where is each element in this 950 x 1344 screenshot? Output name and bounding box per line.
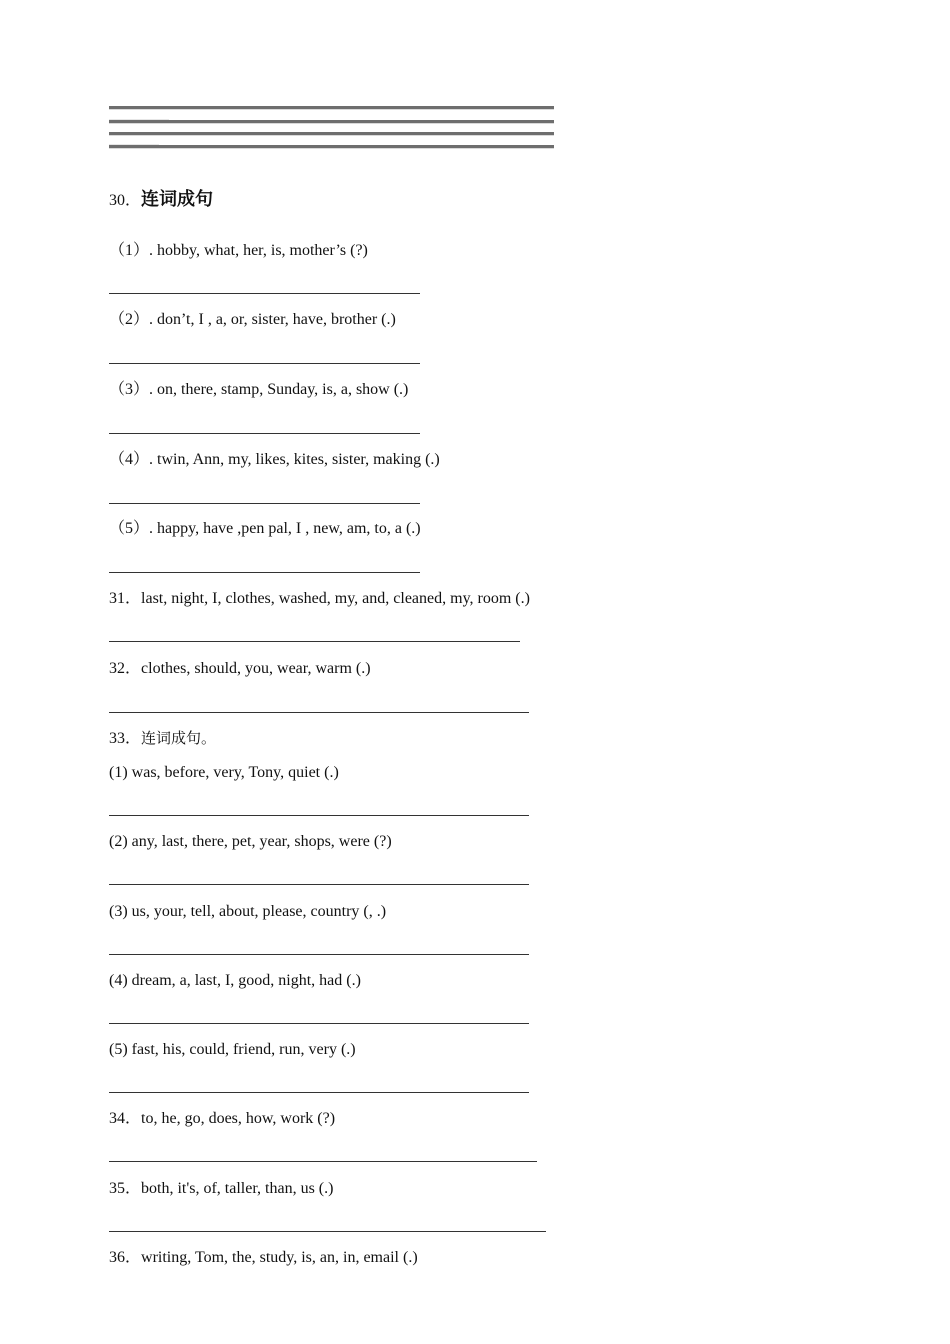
question-33-heading bbox=[109, 728, 216, 749]
item-label: （4） bbox=[109, 451, 150, 468]
question-33-item-1 bbox=[109, 763, 339, 783]
question-text: to, he, go, does, how, work (?) bbox=[141, 1110, 336, 1127]
ruled-line-1 bbox=[109, 106, 554, 109]
question-30-item-3 bbox=[109, 380, 408, 400]
item-text: (5) fast, his, could, friend, run, very (.) bbox=[109, 1041, 356, 1058]
question-33-item-4 bbox=[109, 971, 361, 991]
ruled-line-3 bbox=[109, 132, 554, 135]
answer-line[interactable] bbox=[109, 572, 420, 573]
question-33-item-3 bbox=[109, 902, 386, 922]
question-32 bbox=[109, 659, 371, 679]
question-text: writing, Tom, the, study, is, an, in, email (.) bbox=[141, 1249, 418, 1266]
answer-line[interactable] bbox=[109, 641, 520, 642]
question-title: 连词成句 bbox=[141, 189, 214, 210]
question-number: 35． bbox=[109, 1180, 142, 1197]
question-33-item-2 bbox=[109, 832, 392, 852]
question-number: 32． bbox=[109, 660, 142, 677]
answer-line[interactable] bbox=[109, 503, 420, 504]
item-text: . happy, have ,pen pal, I , new, am, to, a (.) bbox=[149, 520, 421, 537]
question-text: clothes, should, you, wear, warm (.) bbox=[141, 660, 371, 677]
question-number: 30． bbox=[109, 192, 142, 209]
item-text: (2) any, last, there, pet, year, shops, were (?) bbox=[109, 833, 392, 850]
question-30-item-2 bbox=[109, 310, 396, 330]
answer-line[interactable] bbox=[109, 1023, 529, 1024]
question-35 bbox=[109, 1179, 333, 1199]
item-text: . twin, Ann, my, likes, kites, sister, making (.) bbox=[149, 451, 440, 468]
answer-line[interactable] bbox=[109, 712, 529, 713]
question-title: 连词成句。 bbox=[141, 729, 217, 747]
item-text: . don’t, I , a, or, sister, have, brother (.) bbox=[149, 311, 396, 328]
ruled-line-2 bbox=[109, 120, 554, 123]
question-text: last, night, I, clothes, washed, my, and, cleaned, my, room (.) bbox=[141, 590, 530, 607]
item-label: （1） bbox=[109, 242, 150, 259]
question-34 bbox=[109, 1109, 335, 1129]
answer-line[interactable] bbox=[109, 954, 529, 955]
question-33-item-5 bbox=[109, 1040, 356, 1060]
answer-line[interactable] bbox=[109, 1231, 546, 1232]
question-30-item-5 bbox=[109, 519, 421, 539]
question-text: both, it's, of, taller, than, us (.) bbox=[141, 1180, 334, 1197]
question-31 bbox=[109, 589, 530, 609]
item-text: (3) us, your, tell, about, please, country (, .) bbox=[109, 903, 387, 920]
question-30-item-4 bbox=[109, 450, 440, 470]
answer-line[interactable] bbox=[109, 1161, 537, 1162]
answer-line[interactable] bbox=[109, 293, 420, 294]
item-label: （3） bbox=[109, 381, 150, 398]
answer-line[interactable] bbox=[109, 363, 420, 364]
item-text: (1) was, before, very, Tony, quiet (.) bbox=[109, 764, 339, 781]
item-text: . hobby, what, her, is, mother’s (?) bbox=[149, 242, 368, 259]
question-30-heading bbox=[109, 190, 213, 211]
item-text: . on, there, stamp, Sunday, is, a, show (.) bbox=[149, 381, 409, 398]
answer-line[interactable] bbox=[109, 815, 529, 816]
question-number: 31． bbox=[109, 590, 142, 607]
question-number: 34． bbox=[109, 1110, 142, 1127]
ruled-line-4 bbox=[109, 145, 554, 148]
question-number: 33． bbox=[109, 730, 142, 747]
answer-line[interactable] bbox=[109, 884, 529, 885]
question-number: 36． bbox=[109, 1249, 142, 1266]
question-36 bbox=[109, 1248, 418, 1268]
item-label: （5） bbox=[109, 520, 150, 537]
question-30-item-1 bbox=[109, 241, 368, 261]
answer-line[interactable] bbox=[109, 433, 420, 434]
item-label: （2） bbox=[109, 311, 150, 328]
answer-line[interactable] bbox=[109, 1092, 529, 1093]
item-text: (4) dream, a, last, I, good, night, had (.) bbox=[109, 972, 361, 989]
